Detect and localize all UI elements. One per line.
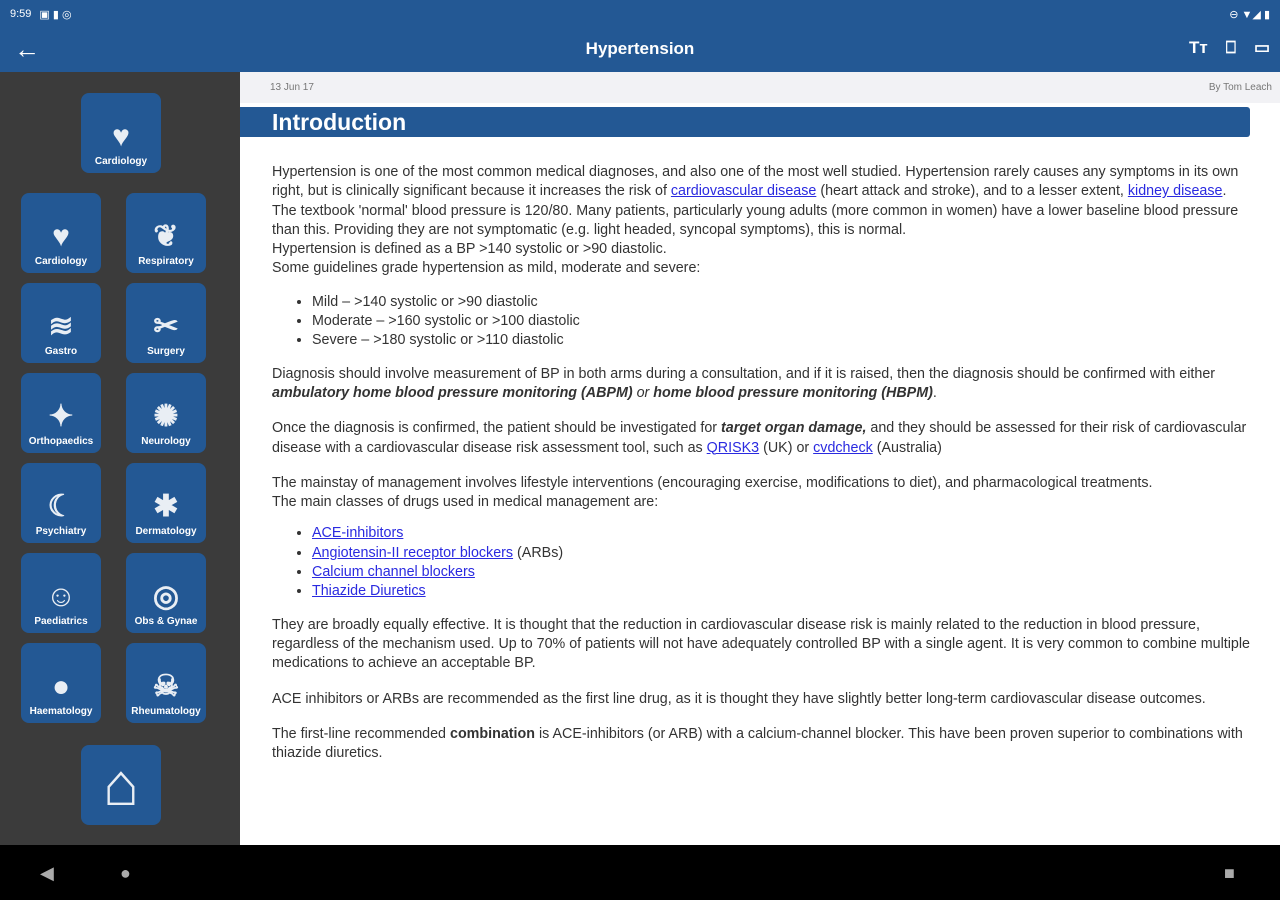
home-icon: ⌂ bbox=[102, 751, 140, 818]
sidebar-item-haematology[interactable] bbox=[21, 643, 101, 723]
tile-label: Orthopaedics bbox=[28, 436, 94, 447]
paragraph: The first-line recommended combination is ACE-inhibitors (or ARB) with a calcium-channel blocker. This have been proven superior to combinations with thiazide diuretics. bbox=[272, 725, 1243, 762]
sidebar-item-obs-gynae[interactable] bbox=[126, 553, 206, 633]
specialty-icon: ♥ bbox=[52, 220, 70, 253]
specialty-icon: ● bbox=[51, 670, 71, 703]
grades-list: • Mild – >140 systolic or >90 diastolic • Moderate – >160 systolic or >100 diastolic • Severe – >180 systolic or >110 diastolic bbox=[312, 293, 1250, 351]
link-cvdcheck[interactable]: cvdcheck bbox=[813, 439, 873, 456]
link-qrisk3[interactable]: QRISK3 bbox=[706, 439, 760, 456]
specialty-icon: ✂ bbox=[153, 310, 179, 343]
specialty-icon: ❦ bbox=[153, 220, 179, 253]
specialty-icon: ✱ bbox=[153, 490, 179, 523]
tile-label: Dermatology bbox=[135, 526, 197, 537]
specialty-icon: ☺ bbox=[45, 580, 77, 613]
nav-home-icon[interactable]: ● bbox=[120, 863, 131, 883]
specialty-icon: ◎ bbox=[152, 580, 180, 613]
sidebar-item-psychiatry[interactable] bbox=[21, 463, 101, 543]
tile-label: Obs & Gynae bbox=[134, 616, 198, 627]
tile-label: Rheumatology bbox=[131, 706, 201, 717]
clock: 9:59 bbox=[10, 8, 32, 20]
link-arbs[interactable]: Angiotensin-II receptor blockers bbox=[312, 544, 514, 561]
paragraph: Once the diagnosis is confirmed, the patient should be investigated for target organ damage, and they should be assessed for their risk of cardiovascular disease with a cardiovascular disease risk assessment tool, such as QRISK3 (UK) or cvdcheck (Australia) bbox=[272, 420, 1247, 456]
specialty-icon: ✦ bbox=[48, 400, 74, 433]
tile-label: Cardiology bbox=[34, 256, 88, 267]
tile-label: Gastro bbox=[44, 346, 78, 357]
sidebar-item-gastro[interactable] bbox=[21, 283, 101, 363]
paragraph: The mainstay of management involves lifestyle interventions (encouraging exercise, modifications to diet), and pharmacological treatments. The main classes of drugs used in medical management are: bbox=[272, 474, 1153, 511]
system-nav-bar bbox=[0, 845, 1280, 900]
link-thiazide[interactable]: Thiazide Diuretics bbox=[312, 583, 426, 600]
specialty-icon: ≋ bbox=[48, 310, 74, 343]
link-ace-inhibitors[interactable]: ACE-inhibitors bbox=[312, 525, 404, 542]
sidebar-item-orthopaedics[interactable] bbox=[21, 373, 101, 453]
bookmark-icon[interactable]: ⎕ bbox=[1225, 38, 1236, 57]
drug-list: • ACE-inhibitors • Angiotensin-II receptor blockers (ARBs) • Calcium channel blockers • Thiazide Diuretics bbox=[312, 524, 1250, 601]
sidebar-item-cardiology[interactable] bbox=[21, 193, 101, 273]
paragraph: They are broadly equally effective. It is thought that the reduction in cardiovascular disease risk is mainly related to the reduction in blood pressure, regardless of the mechanism used. Up to 70% of patients will not have adequately controlled BP with a single agent. It is very common to combine multiple medications to achieve an acceptable BP. bbox=[272, 616, 1251, 672]
heart-icon: ♥ bbox=[112, 120, 130, 153]
nav-back-icon[interactable]: ◀ bbox=[40, 863, 54, 883]
tile-label: Paediatrics bbox=[34, 616, 88, 627]
home-button[interactable] bbox=[81, 745, 161, 825]
nav-recents-icon[interactable]: ■ bbox=[1224, 863, 1235, 883]
article[interactable] bbox=[240, 72, 1280, 845]
sidebar-item-respiratory[interactable] bbox=[126, 193, 206, 273]
link-ccb[interactable]: Calcium channel blockers bbox=[312, 564, 475, 581]
sidebar-item-rheumatology[interactable] bbox=[126, 643, 206, 723]
present-icon[interactable]: ▭ bbox=[1253, 38, 1270, 57]
paragraph: ACE inhibitors or ARBs are recommended as the first line drug, as it is thought they have slightly better long-term cardiovascular disease outcomes. bbox=[272, 690, 1206, 707]
specialty-icon: ✺ bbox=[153, 400, 179, 433]
specialty-icon: ☠ bbox=[152, 670, 180, 703]
section-heading: Introduction bbox=[240, 107, 1250, 137]
specialty-icon: ☾ bbox=[47, 490, 75, 523]
app-bar bbox=[0, 28, 1280, 72]
status-bar: 9:59 ▣ ▮ ◎ ⊖ ▼◢ ▮ bbox=[0, 0, 1280, 28]
paragraph: Hypertension is one of the most common medical diagnoses, and also one of the most well studied. Hypertension rarely causes any symptoms in its own right, but is clinically significant because it increases the risk of cardiovascular disease (heart attack and stroke), and to a lesser extent, kidney disease. The textbook 'normal' blood pressure is 120/80. Many patients, particularly young adults (more common in women) have a lower baseline blood pressure than this. Providing they are not symptomatic (e.g. light headed, syncopal symptoms), this is normal. Hypertension is defined as a BP >140 systolic or >90 diastolic. Some guidelines grade hypertension as mild, moderate and severe: bbox=[272, 164, 1239, 277]
tile-label: Haematology bbox=[29, 706, 93, 717]
sidebar-item-paediatrics[interactable] bbox=[21, 553, 101, 633]
sidebar-item-neurology[interactable] bbox=[126, 373, 206, 453]
tile-label: Psychiatry bbox=[35, 526, 87, 537]
link-kidney-disease[interactable]: kidney disease bbox=[1127, 183, 1223, 200]
tile-label: Neurology bbox=[141, 436, 191, 447]
status-icons: ⊖ ▼◢ ▮ bbox=[1229, 8, 1270, 21]
sidebar-item-cardiology-top[interactable]: ♥ Cardiology bbox=[81, 93, 161, 173]
back-arrow-icon[interactable]: ← bbox=[14, 34, 40, 64]
link-cardiovascular-disease[interactable]: cardiovascular disease bbox=[670, 183, 817, 200]
sidebar-item-surgery[interactable] bbox=[126, 283, 206, 363]
tile-label: Respiratory bbox=[138, 256, 194, 267]
article-author: By Tom Leach bbox=[1208, 82, 1272, 93]
article-date: 13 Jun 17 bbox=[270, 82, 314, 93]
text-size-icon[interactable]: Tт bbox=[1189, 38, 1208, 57]
sidebar-item-dermatology[interactable] bbox=[126, 463, 206, 543]
sidebar bbox=[0, 72, 240, 845]
page-title: Hypertension bbox=[585, 39, 695, 58]
paragraph: Diagnosis should involve measurement of BP in both arms during a consultation, and if it is raised, then the diagnosis should be confirmed with either ambulatory home blood pressure monitoring (ABPM) or home blood pressure monitoring (HBPM). bbox=[272, 365, 1216, 401]
tile-label: Surgery bbox=[147, 346, 185, 357]
